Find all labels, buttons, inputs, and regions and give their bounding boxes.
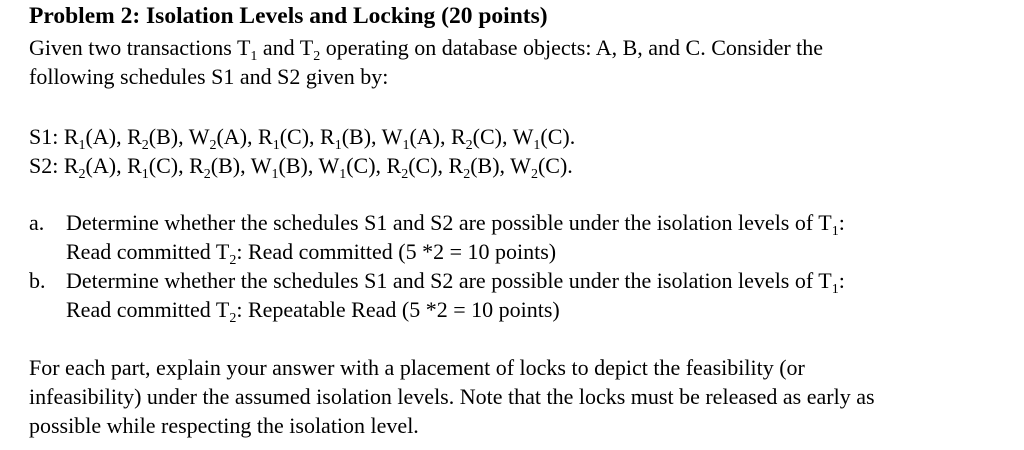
op-obj: (B),: [210, 153, 251, 178]
schedule-label: S2:: [29, 153, 64, 178]
op-obj: (A),: [409, 124, 451, 149]
subscript: 2: [229, 311, 237, 326]
op-txn: 1: [271, 167, 279, 182]
part-b-line-1: [66, 268, 845, 297]
op-obj: (A),: [85, 153, 128, 178]
part-a-text: Read committed T: [66, 239, 230, 264]
op-letter: W: [510, 153, 531, 178]
op-obj: (C),: [408, 153, 449, 178]
op-obj: (C),: [279, 124, 321, 149]
op-obj: (B),: [341, 124, 382, 149]
op-obj: (C).: [537, 153, 573, 178]
op-letter: W: [512, 124, 534, 149]
op-obj: (A),: [216, 124, 259, 149]
op-txn: 1: [141, 167, 149, 182]
op-txn: 1: [402, 138, 410, 153]
part-b-line-2: [66, 297, 560, 326]
op-obj: (C),: [148, 153, 190, 178]
subscript: 1: [250, 49, 258, 64]
part-b-text: :: [838, 268, 845, 293]
op-letter: W: [381, 124, 403, 149]
closing-line-2: infeasibility) under the assumed isolation levels. Note that the locks must be released as early as: [29, 384, 875, 409]
op-txn: 1: [78, 138, 86, 153]
op-letter: W: [318, 153, 340, 178]
op-obj: (A),: [85, 124, 128, 149]
intro-text: Given two transactions T: [29, 35, 251, 60]
op-txn: 2: [401, 167, 409, 182]
part-b-marker: b.: [29, 268, 46, 293]
op-txn: 2: [209, 138, 217, 153]
subscript: 2: [229, 253, 237, 268]
part-b-text: : Repeatable Read (5 *2 = 10 points): [236, 297, 560, 322]
op-obj: (B),: [278, 153, 319, 178]
op-obj: (B),: [148, 124, 189, 149]
part-b-text: Determine whether the schedules S1 and S2 are possible under the isolation levels of T: [66, 268, 832, 293]
part-a-line-2: [66, 239, 557, 268]
op-obj: (C).: [540, 124, 576, 149]
op-obj: (C),: [472, 124, 513, 149]
part-a-text: :: [838, 210, 845, 235]
subscript: 1: [831, 282, 839, 297]
intro-line-2: following schedules S1 and S2 given by:: [29, 64, 389, 89]
op-letter: W: [188, 124, 210, 149]
subscript: 1: [831, 224, 839, 239]
op-obj: (C),: [346, 153, 387, 178]
op-letter: R: [127, 124, 142, 149]
op-letter: R: [386, 153, 402, 178]
op-letter: R: [450, 124, 466, 149]
closing-line-1: For each part, explain your answer with a placement of locks to depict the feasibility (or: [29, 355, 805, 380]
intro-text: and T: [257, 35, 314, 60]
op-txn: 2: [203, 167, 211, 182]
op-letter: R: [258, 124, 273, 149]
part-a-text: Determine whether the schedules S1 and S2 are possible under the isolation levels of T: [66, 210, 832, 235]
schedule-s1: [29, 124, 576, 153]
op-letter: W: [250, 153, 272, 178]
part-a-marker: a.: [29, 210, 45, 235]
op-letter: R: [448, 153, 464, 178]
part-a-line-1: [66, 210, 845, 239]
op-txn: 1: [272, 138, 280, 153]
schedule-label: S1:: [29, 124, 64, 149]
op-obj: (B),: [470, 153, 511, 178]
op-letter: R: [63, 124, 79, 149]
op-letter: R: [320, 124, 335, 149]
op-letter: R: [63, 153, 79, 178]
schedule-s2: [29, 153, 573, 182]
subscript: 2: [313, 49, 321, 64]
op-txn: 1: [339, 167, 347, 182]
schedule-ops: [63, 153, 573, 182]
op-txn: 2: [141, 138, 149, 153]
op-letter: R: [127, 153, 142, 178]
op-txn: 2: [78, 167, 86, 182]
intro-line-1: [29, 35, 824, 64]
schedule-ops: [63, 124, 576, 153]
problem-title: Problem 2: Isolation Levels and Locking (20 points): [29, 3, 548, 29]
part-b-text: Read committed T: [66, 297, 230, 322]
closing-line-3: possible while respecting the isolation level.: [29, 413, 419, 438]
op-txn: 2: [465, 138, 473, 153]
op-txn: 2: [463, 167, 471, 182]
part-a-text: : Read committed (5 *2 = 10 points): [236, 239, 557, 264]
op-txn: 1: [533, 138, 541, 153]
op-txn: 1: [334, 138, 342, 153]
op-txn: 2: [530, 167, 538, 182]
op-letter: R: [189, 153, 204, 178]
intro-text: operating on database objects: A, B, and C. Consider the: [320, 35, 824, 60]
